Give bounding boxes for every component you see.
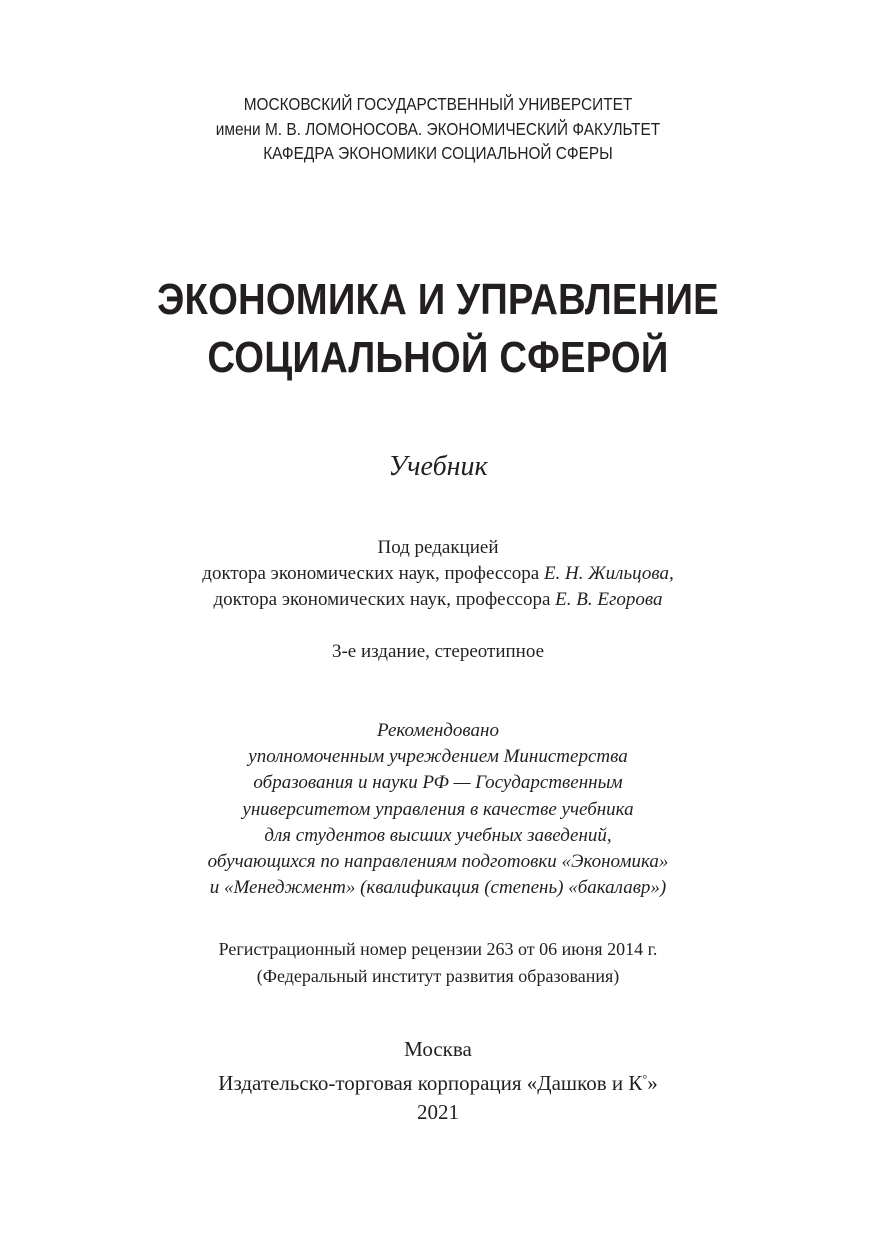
organization-line-2: имени М. В. ЛОМОНОСОВА. ЭКОНОМИЧЕСКИЙ ФАКУЛЬТЕТ xyxy=(215,118,661,139)
review-registration xyxy=(0,936,876,990)
recommendation-line: Рекомендовано xyxy=(377,720,499,741)
recommendation-line: университетом управления в качестве учебника xyxy=(242,798,634,820)
organization-line-1: МОСКОВСКИЙ ГОСУДАРСТВЕННЫЙ УНИВЕРСИТЕТ xyxy=(243,94,633,114)
recommendation-line: образования и науки РФ — Государственным xyxy=(253,772,623,794)
edition-note: 3-е издание, стереотипное xyxy=(331,641,545,662)
imprint-publisher xyxy=(0,1065,876,1099)
recommendation-line: обучающихся по направлениям подготовки «Экономика» xyxy=(207,851,669,873)
book-title-line-1: ЭКОНОМИКА И УПРАВЛЕНИЕ xyxy=(157,275,719,324)
organization-header xyxy=(53,92,824,166)
editor-1-degree: доктора экономических наук, профессора xyxy=(202,563,540,584)
book-genre: Учебник xyxy=(388,451,488,482)
imprint-city: Москва xyxy=(404,1037,472,1061)
review-number: Регистрационный номер рецензии 263 от 06 июня 2014 г. xyxy=(218,939,658,959)
recommendation-line: уполномоченным учреждением Министерства xyxy=(248,746,628,768)
editor-2 xyxy=(0,587,876,613)
recommendation xyxy=(0,718,876,901)
imprint xyxy=(0,1035,876,1128)
organization-line-3: КАФЕДРА ЭКОНОМИКИ СОЦИАЛЬНОЙ СФЕРЫ xyxy=(263,143,613,163)
recommendation-line: для студентов высших учебных заведений, xyxy=(264,824,612,846)
publisher-degree-sign: ° xyxy=(642,1071,648,1086)
editor-1-name: Е. Н. Жильцова, xyxy=(543,563,674,584)
editor-2-name: Е. В. Егорова xyxy=(555,589,663,610)
editor-1 xyxy=(0,561,876,587)
book-title-line-2: СОЦИАЛЬНОЙ СФЕРОЙ xyxy=(207,333,669,382)
editors-intro: Под редакцией xyxy=(377,537,499,558)
publisher-closing-quote: » xyxy=(647,1070,658,1095)
book-title xyxy=(57,271,819,387)
editors-section xyxy=(0,535,876,613)
imprint-year: 2021 xyxy=(417,1100,459,1124)
recommendation-line: и «Менеджмент» (квалификация (степень) «бакалавр») xyxy=(209,877,667,899)
publisher-name: Издательско-торговая корпорация «Дашков и К xyxy=(218,1070,643,1095)
review-institute: (Федеральный институт развития образования) xyxy=(256,966,620,986)
editor-2-degree: доктора экономических наук, профессора xyxy=(213,589,551,610)
